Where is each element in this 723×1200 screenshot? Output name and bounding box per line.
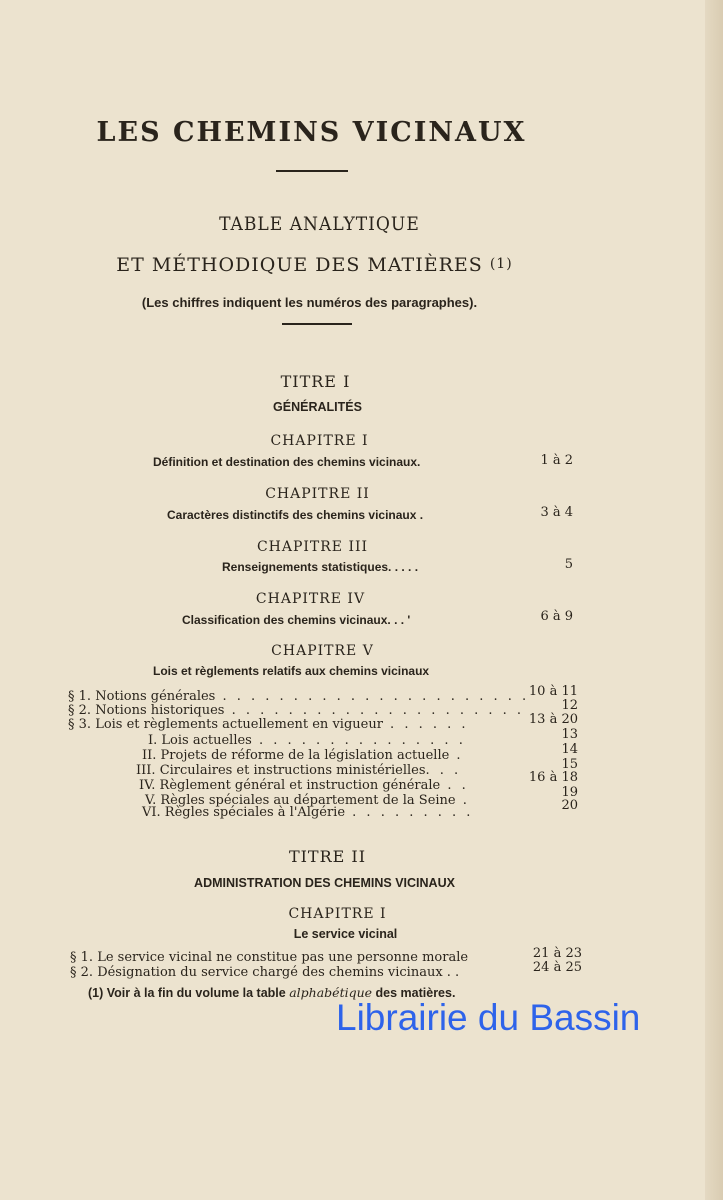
paragraph-ref: 13	[561, 727, 578, 742]
header-note: (Les chiffres indiquent les numéros des paragraphes).	[141, 295, 478, 310]
paragraph-ref: 20	[561, 798, 578, 813]
titre1-name: GÉNÉRALITÉS	[273, 400, 362, 414]
subsection-entry: V. Règles spéciales au département de la Seine .	[145, 793, 470, 808]
subsection-entry: IV. Règlement général et instruction générale . .	[139, 778, 469, 793]
chapitre-entry: Caractères distinctifs des chemins vicinaux .	[167, 508, 424, 522]
title-rule	[276, 170, 348, 172]
section-entry: § 1. Le service vicinal ne constitue pas une personne morale	[70, 950, 469, 965]
paragraph-ref: 14	[561, 742, 578, 757]
paragraph-ref: 6 à 9	[540, 609, 573, 624]
paragraph-ref: 13 à 20	[528, 712, 578, 727]
paragraph-ref: 21 à 23	[532, 946, 582, 961]
section-entry: § 1. Notions générales . . . . . . . . . . . . . . . . . . . . . .	[68, 689, 530, 704]
chapitre-entry: Classification des chemins vicinaux. . . '	[182, 613, 411, 627]
titre2-name: ADMINISTRATION DES CHEMINS VICINAUX	[194, 876, 455, 890]
chapitre-entry: Renseignements statistiques. . . . .	[222, 560, 419, 574]
subtitle-line2: ET MÉTHODIQUE DES MATIÈRES (1)	[116, 254, 513, 276]
section-entry: § 2. Notions historiques . . . . . . . . . . . . . . . . . . . . .	[68, 703, 525, 718]
paragraph-ref: 12	[561, 698, 578, 713]
chapitre-label: CHAPITRE V	[271, 643, 374, 659]
chapitre-label: CHAPITRE III	[256, 539, 369, 555]
titre2-label: TITRE II	[288, 847, 367, 866]
chapitre-name: Le service vicinal	[293, 927, 398, 941]
paragraph-ref: 16 à 18	[528, 770, 578, 785]
page-title: LES CHEMINS VICINAUX	[96, 117, 527, 148]
subtitle-rule	[282, 323, 352, 325]
chapitre-entry: Définition et destination des chemins vicinaux.	[153, 455, 421, 469]
subtitle-line1: TABLE ANALYTIQUE	[219, 213, 420, 235]
paragraph-ref: 15	[561, 757, 578, 772]
section-entry: § 2. Désignation du service chargé des chemins vicinaux . .	[70, 965, 460, 980]
chapitre-label: CHAPITRE I	[270, 433, 369, 449]
paragraph-ref: 10 à 11	[528, 684, 578, 699]
subsection-entry: III. Circulaires et instructions ministérielles. . .	[136, 763, 462, 778]
section-entry: § 3. Lois et règlements actuellement en vigueur . . . . . .	[68, 717, 469, 732]
footnote: (1) Voir à la fin du volume la table alphabétique des matières.	[88, 985, 456, 1000]
watermark-text: Librairie du Bassin	[336, 997, 641, 1038]
paragraph-ref: 19	[561, 785, 578, 800]
titre1-label: TITRE I	[280, 372, 351, 391]
subsection-entry: I. Lois actuelles . . . . . . . . . . . . . . .	[148, 733, 466, 748]
subsection-entry: II. Projets de réforme de la législation actuelle .	[142, 748, 464, 763]
paragraph-ref: 5	[564, 557, 573, 572]
chapitre-label: CHAPITRE IV	[255, 591, 366, 607]
page-edge	[705, 0, 723, 1200]
paragraph-ref: 3 à 4	[540, 505, 573, 520]
subsection-entry: VI. Règles spéciales à l'Algérie . . . . . . . . .	[142, 805, 474, 820]
chapitre-label: CHAPITRE I	[288, 906, 387, 922]
chapitre-entry: Lois et règlements relatifs aux chemins vicinaux	[153, 664, 430, 678]
paragraph-ref: 24 à 25	[532, 960, 582, 975]
footnote-ref: (1)	[489, 256, 513, 272]
chapitre-label: CHAPITRE II	[265, 486, 370, 502]
paragraph-ref: 1 à 2	[540, 453, 573, 468]
